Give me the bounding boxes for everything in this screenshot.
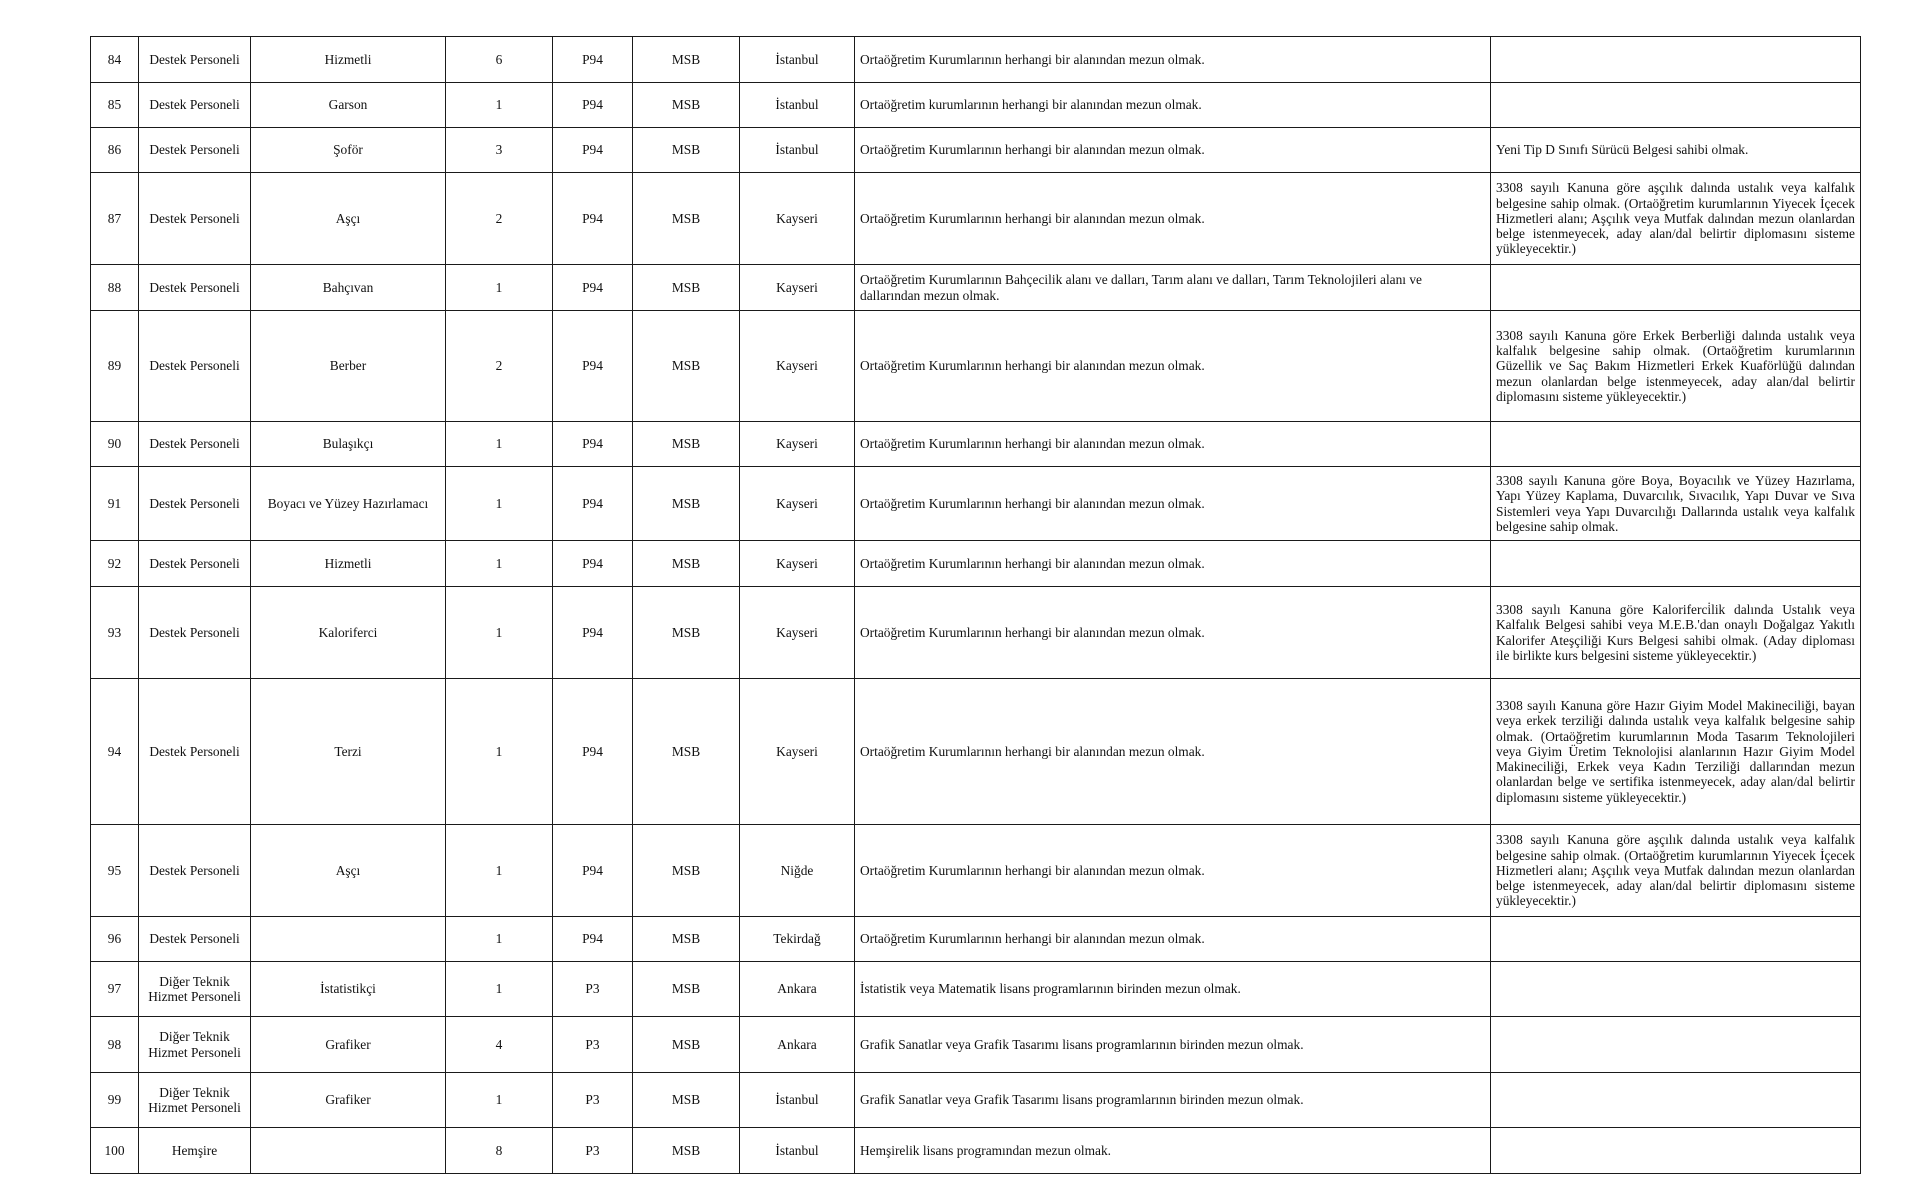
table-row <box>91 37 1861 83</box>
institution-cell: MSB <box>633 128 740 173</box>
special-requirement-cell <box>1491 917 1861 962</box>
city-cell: Kayseri <box>740 173 855 265</box>
position-count-cell: 1 <box>446 825 553 917</box>
education-requirement-cell: Ortaöğretim Kurumlarının herhangi bir alanından mezun olmak. <box>855 311 1491 422</box>
special-requirement-cell <box>1491 83 1861 128</box>
special-requirement-cell: 3308 sayılı Kanuna göre Erkek Berberliği dalında ustalık veya kalfalık belgesine sahip olmak. (Ortaöğretim kurumlarının Güzellik ve Saç Bakım Hizmetleri Erkek Kuaförlüğü dalından mezun olanlardan belge istenmeyecek, aday alan/dal belirtir diplomasını sisteme yükleyecektir.) <box>1491 311 1861 422</box>
row-number-cell: 88 <box>91 265 139 311</box>
job-title-cell: İstatistikçi <box>251 962 446 1017</box>
personnel-group-cell: Destek Personeli <box>139 587 251 679</box>
institution-cell: MSB <box>633 173 740 265</box>
score-type-cell: P94 <box>553 825 633 917</box>
city-cell: Niğde <box>740 825 855 917</box>
city-cell: Kayseri <box>740 422 855 467</box>
score-type-cell: P94 <box>553 467 633 541</box>
special-requirement-cell: 3308 sayılı Kanuna göre Hazır Giyim Model Makineciliği, bayan veya erkek terziliği dalında ustalık veya kalfalık belgesine sahip olmak. (Ortaöğretim kurumlarının Moda Tasarım Teknolojileri veya Giyim Üretim Teknolojisi alanlarının Hazır Giyim Model Makineciliği, Erkek veya Kadın Terziliği dallarından mezun olanlardan belge ve sertifika istenmeyecek, aday alan/dal belirtir diplomasını sisteme yükleyecektir.) <box>1491 679 1861 825</box>
score-type-cell: P94 <box>553 311 633 422</box>
personnel-group-cell: Destek Personeli <box>139 173 251 265</box>
job-title-cell: Bahçıvan <box>251 265 446 311</box>
position-count-cell: 1 <box>446 422 553 467</box>
education-requirement-cell: Ortaöğretim Kurumlarının herhangi bir alanından mezun olmak. <box>855 679 1491 825</box>
score-type-cell: P94 <box>553 265 633 311</box>
special-requirement-cell: Yeni Tip D Sınıfı Sürücü Belgesi sahibi olmak. <box>1491 128 1861 173</box>
row-number-cell: 92 <box>91 541 139 587</box>
institution-cell: MSB <box>633 467 740 541</box>
table-row <box>91 422 1861 467</box>
special-requirement-cell <box>1491 962 1861 1017</box>
city-cell: İstanbul <box>740 128 855 173</box>
personnel-group-cell: Diğer Teknik Hizmet Personeli <box>139 1073 251 1128</box>
city-cell: İstanbul <box>740 1128 855 1174</box>
table-row <box>91 311 1861 422</box>
special-requirement-cell: 3308 sayılı Kanuna göre aşçılık dalında ustalık veya kalfalık belgesine sahip olmak. (Ortaöğretim kurumlarının Yiyecek İçecek Hizmetleri alanı; Aşçılık veya Mutfak dalından mezun olanlardan belge istenmeyecek, aday alan/dal belirtir diplomasını sisteme yükleyecektir.) <box>1491 825 1861 917</box>
institution-cell: MSB <box>633 422 740 467</box>
score-type-cell: P3 <box>553 1017 633 1073</box>
city-cell: Ankara <box>740 1017 855 1073</box>
education-requirement-cell: Ortaöğretim Kurumlarının herhangi bir alanından mezun olmak. <box>855 467 1491 541</box>
city-cell: Kayseri <box>740 679 855 825</box>
score-type-cell: P3 <box>553 1128 633 1174</box>
personnel-group-cell: Hemşire <box>139 1128 251 1174</box>
institution-cell: MSB <box>633 1128 740 1174</box>
job-title-cell: Aşçı <box>251 173 446 265</box>
institution-cell: MSB <box>633 1073 740 1128</box>
score-type-cell: P94 <box>553 679 633 825</box>
city-cell: İstanbul <box>740 37 855 83</box>
position-count-cell: 2 <box>446 311 553 422</box>
score-type-cell: P94 <box>553 173 633 265</box>
institution-cell: MSB <box>633 37 740 83</box>
table-row <box>91 467 1861 541</box>
education-requirement-cell: Ortaöğretim kurumlarının herhangi bir alanından mezun olmak. <box>855 83 1491 128</box>
row-number-cell: 93 <box>91 587 139 679</box>
table-row <box>91 825 1861 917</box>
personnel-group-cell: Destek Personeli <box>139 422 251 467</box>
row-number-cell: 86 <box>91 128 139 173</box>
job-title-cell <box>251 1128 446 1174</box>
job-title-cell: Aşçı <box>251 825 446 917</box>
special-requirement-cell: 3308 sayılı Kanuna göre Boya, Boyacılık ve Yüzey Hazırlama, Yapı Yüzey Kaplama, Duvarcılık, Sıvacılık, Yapı Duvar ve Sıva Sistemleri veya Yapı Duvarcılığı Dallarında ustalık veya kalfalık belgesine sahip olmak. <box>1491 467 1861 541</box>
position-count-cell: 3 <box>446 128 553 173</box>
table-row <box>91 1073 1861 1128</box>
personnel-group-cell: Diğer Teknik Hizmet Personeli <box>139 962 251 1017</box>
job-title-cell: Bulaşıkçı <box>251 422 446 467</box>
table-row <box>91 128 1861 173</box>
city-cell: Kayseri <box>740 541 855 587</box>
special-requirement-cell <box>1491 1128 1861 1174</box>
education-requirement-cell: Ortaöğretim Kurumlarının Bahçecilik alanı ve dalları, Tarım alanı ve dalları, Tarım Teknolojileri alanı ve dallarından mezun olmak. <box>855 265 1491 311</box>
score-type-cell: P3 <box>553 962 633 1017</box>
position-count-cell: 1 <box>446 679 553 825</box>
position-count-cell: 1 <box>446 467 553 541</box>
job-title-cell: Boyacı ve Yüzey Hazırlamacı <box>251 467 446 541</box>
education-requirement-cell: Hemşirelik lisans programından mezun olmak. <box>855 1128 1491 1174</box>
personnel-group-cell: Destek Personeli <box>139 37 251 83</box>
city-cell: Kayseri <box>740 467 855 541</box>
score-type-cell: P94 <box>553 917 633 962</box>
personnel-group-cell: Destek Personeli <box>139 83 251 128</box>
score-type-cell: P94 <box>553 83 633 128</box>
position-count-cell: 6 <box>446 37 553 83</box>
job-title-cell: Terzi <box>251 679 446 825</box>
position-count-cell: 1 <box>446 917 553 962</box>
row-number-cell: 98 <box>91 1017 139 1073</box>
education-requirement-cell: Ortaöğretim Kurumlarının herhangi bir alanından mezun olmak. <box>855 917 1491 962</box>
personnel-group-cell: Destek Personeli <box>139 679 251 825</box>
personnel-table <box>90 36 1861 1174</box>
position-count-cell: 1 <box>446 265 553 311</box>
education-requirement-cell: Grafik Sanatlar veya Grafik Tasarımı lisans programlarının birinden mezun olmak. <box>855 1017 1491 1073</box>
job-title-cell: Şoför <box>251 128 446 173</box>
job-title-cell: Hizmetli <box>251 541 446 587</box>
institution-cell: MSB <box>633 541 740 587</box>
table-row <box>91 917 1861 962</box>
institution-cell: MSB <box>633 83 740 128</box>
city-cell: İstanbul <box>740 83 855 128</box>
special-requirement-cell <box>1491 265 1861 311</box>
row-number-cell: 97 <box>91 962 139 1017</box>
institution-cell: MSB <box>633 962 740 1017</box>
job-title-cell: Garson <box>251 83 446 128</box>
institution-cell: MSB <box>633 679 740 825</box>
table-row <box>91 587 1861 679</box>
position-count-cell: 2 <box>446 173 553 265</box>
score-type-cell: P94 <box>553 587 633 679</box>
table-row <box>91 679 1861 825</box>
education-requirement-cell: Ortaöğretim Kurumlarının herhangi bir alanından mezun olmak. <box>855 173 1491 265</box>
city-cell: Kayseri <box>740 265 855 311</box>
job-title-cell: Grafiker <box>251 1073 446 1128</box>
institution-cell: MSB <box>633 1017 740 1073</box>
row-number-cell: 91 <box>91 467 139 541</box>
special-requirement-cell: 3308 sayılı Kanuna göre aşçılık dalında ustalık veya kalfalık belgesine sahip olmak. (Ortaöğretim kurumlarının Yiyecek İçecek Hizmetleri alanı; Aşçılık veya Mutfak dalından mezun olanlardan belge istenmeyecek, aday alan/dal belirtir diplomasını sisteme yükleyecektir.) <box>1491 173 1861 265</box>
table-row <box>91 265 1861 311</box>
city-cell: Tekirdağ <box>740 917 855 962</box>
table-row <box>91 541 1861 587</box>
position-count-cell: 8 <box>446 1128 553 1174</box>
position-count-cell: 1 <box>446 1073 553 1128</box>
city-cell: Kayseri <box>740 587 855 679</box>
personnel-group-cell: Destek Personeli <box>139 311 251 422</box>
personnel-group-cell: Destek Personeli <box>139 917 251 962</box>
score-type-cell: P94 <box>553 37 633 83</box>
row-number-cell: 100 <box>91 1128 139 1174</box>
row-number-cell: 84 <box>91 37 139 83</box>
row-number-cell: 95 <box>91 825 139 917</box>
special-requirement-cell <box>1491 1017 1861 1073</box>
personnel-group-cell: Destek Personeli <box>139 265 251 311</box>
city-cell: Ankara <box>740 962 855 1017</box>
city-cell: İstanbul <box>740 1073 855 1128</box>
institution-cell: MSB <box>633 311 740 422</box>
job-title-cell <box>251 917 446 962</box>
job-title-cell: Grafiker <box>251 1017 446 1073</box>
special-requirement-cell: 3308 sayılı Kanuna göre Kaloriferci̇lik dalında Ustalık veya Kalfalık Belgesi sahibi veya M.E.B.'dan onaylı Doğalgaz Yakıtlı Kalorifer Ateşçiliği Kurs Belgesi sahibi olmak. (Aday diploması ile birlikte kurs belgesini sisteme yükleyecektir.) <box>1491 587 1861 679</box>
job-title-cell: Kaloriferci <box>251 587 446 679</box>
table-row <box>91 173 1861 265</box>
row-number-cell: 87 <box>91 173 139 265</box>
special-requirement-cell <box>1491 37 1861 83</box>
position-count-cell: 1 <box>446 587 553 679</box>
row-number-cell: 90 <box>91 422 139 467</box>
education-requirement-cell: Ortaöğretim Kurumlarının herhangi bir alanından mezun olmak. <box>855 587 1491 679</box>
score-type-cell: P3 <box>553 1073 633 1128</box>
education-requirement-cell: Ortaöğretim Kurumlarının herhangi bir alanından mezun olmak. <box>855 37 1491 83</box>
education-requirement-cell: Ortaöğretim Kurumlarının herhangi bir alanından mezun olmak. <box>855 825 1491 917</box>
education-requirement-cell: Grafik Sanatlar veya Grafik Tasarımı lisans programlarının birinden mezun olmak. <box>855 1073 1491 1128</box>
score-type-cell: P94 <box>553 128 633 173</box>
personnel-group-cell: Destek Personeli <box>139 467 251 541</box>
position-count-cell: 1 <box>446 962 553 1017</box>
special-requirement-cell <box>1491 541 1861 587</box>
position-count-cell: 1 <box>446 83 553 128</box>
row-number-cell: 89 <box>91 311 139 422</box>
institution-cell: MSB <box>633 587 740 679</box>
table-row <box>91 1128 1861 1174</box>
personnel-group-cell: Destek Personeli <box>139 541 251 587</box>
special-requirement-cell <box>1491 422 1861 467</box>
personnel-group-cell: Destek Personeli <box>139 825 251 917</box>
city-cell: Kayseri <box>740 311 855 422</box>
education-requirement-cell: İstatistik veya Matematik lisans programlarının birinden mezun olmak. <box>855 962 1491 1017</box>
job-title-cell: Berber <box>251 311 446 422</box>
row-number-cell: 85 <box>91 83 139 128</box>
education-requirement-cell: Ortaöğretim Kurumlarının herhangi bir alanından mezun olmak. <box>855 128 1491 173</box>
personnel-group-cell: Destek Personeli <box>139 128 251 173</box>
position-count-cell: 1 <box>446 541 553 587</box>
table-row <box>91 962 1861 1017</box>
row-number-cell: 99 <box>91 1073 139 1128</box>
personnel-group-cell: Diğer Teknik Hizmet Personeli <box>139 1017 251 1073</box>
position-count-cell: 4 <box>446 1017 553 1073</box>
table-row <box>91 83 1861 128</box>
institution-cell: MSB <box>633 265 740 311</box>
row-number-cell: 96 <box>91 917 139 962</box>
score-type-cell: P94 <box>553 541 633 587</box>
education-requirement-cell: Ortaöğretim Kurumlarının herhangi bir alanından mezun olmak. <box>855 541 1491 587</box>
education-requirement-cell: Ortaöğretim Kurumlarının herhangi bir alanından mezun olmak. <box>855 422 1491 467</box>
special-requirement-cell <box>1491 1073 1861 1128</box>
institution-cell: MSB <box>633 825 740 917</box>
score-type-cell: P94 <box>553 422 633 467</box>
job-title-cell: Hizmetli <box>251 37 446 83</box>
institution-cell: MSB <box>633 917 740 962</box>
table-row <box>91 1017 1861 1073</box>
row-number-cell: 94 <box>91 679 139 825</box>
